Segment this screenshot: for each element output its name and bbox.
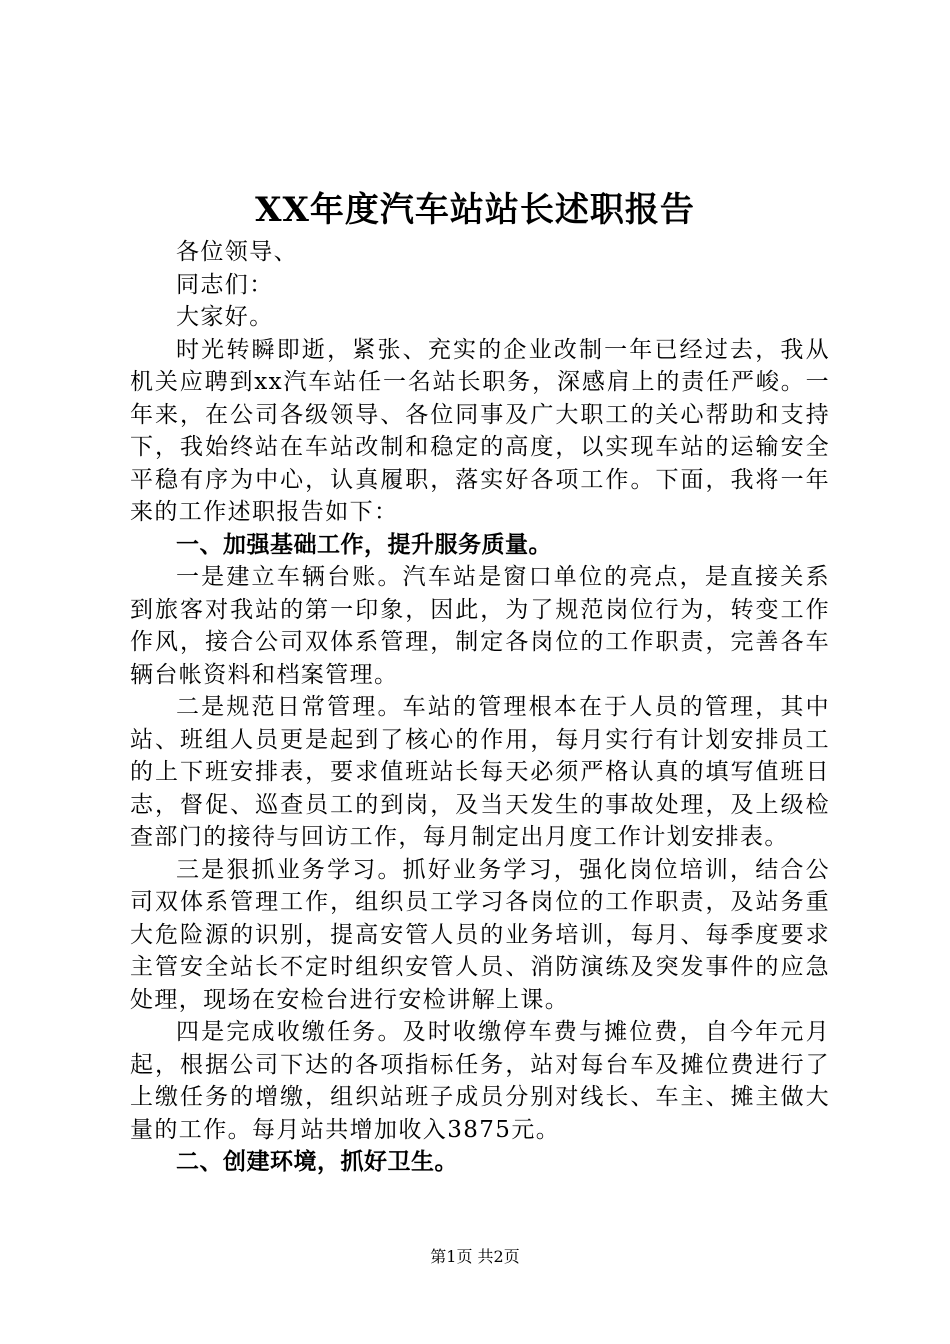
body-paragraph: 三是狠抓业务学习。抓好业务学习，强化岗位培训，结合公司双体系管理工作，组织员工学习各岗位的工作职责，及站务重大危险源的识别，提高安管人员的业务培训，每月、每季度要求主管安全站长不定时组织安管人员、消防演练及突发事件的应急处理，现场在安检台进行安检讲解上课。: [130, 856, 830, 1013]
document-body: [130, 236, 830, 1179]
greeting-line: 同志们：: [176, 271, 274, 298]
body-paragraph: 四是完成收缴任务。及时收缴停车费与摊位费，自今年元月起，根据公司下达的各项指标任务，站对每台车及摊位费进行了上缴任务的增缴，组织站班子成员分别对线长、车主、摊主做大量的工作。每月站共增加收入3875元。: [130, 1019, 830, 1143]
greeting-line: 各位领导、: [176, 239, 298, 265]
body-paragraph: 一是建立车辆台账。汽车站是窗口单位的亮点，是直接关系到旅客对我站的第一印象，因此，为了规范岗位行为，转变工作作风，接合公司双体系管理，制定各岗位的工作职责，完善各车辆台帐资料和档案管理。: [130, 564, 830, 688]
intro-paragraph: 时光转瞬即逝，紧张、充实的企业改制一年已经过去，我从机关应聘到xx汽车站任一名站长职务，深感肩上的责任严峻。一年来，在公司各级领导、各位同事及广大职工的关心帮助和支持下，我始终站在车站改制和稳定的高度，以实现车站的运输安全平稳有序为中心，认真履职，落实好各项工作。下面，我将一年来的工作述职报告如下：: [130, 336, 830, 525]
section-heading: 一、加强基础工作，提升服务质量。: [176, 531, 552, 558]
body-paragraph: 二是规范日常管理。车站的管理根本在于人员的管理，其中站、班组人员更是起到了核心的作用，每月实行有计划安排员工的上下班安排表，要求值班站长每天必须严格认真的填写值班日志，督促、巡查员工的到岗，及当天发生的事故处理，及上级检查部门的接待与回访工作，每月制定出月度工作计划安排表。: [130, 694, 830, 850]
greeting-line: 大家好。: [176, 304, 274, 330]
page-title: XX年度汽车站站长述职报告: [255, 190, 695, 230]
page-number-footer: 第1页 共2页: [430, 1247, 520, 1266]
section-heading: 二、创建环境，抓好卫生。: [176, 1149, 458, 1175]
